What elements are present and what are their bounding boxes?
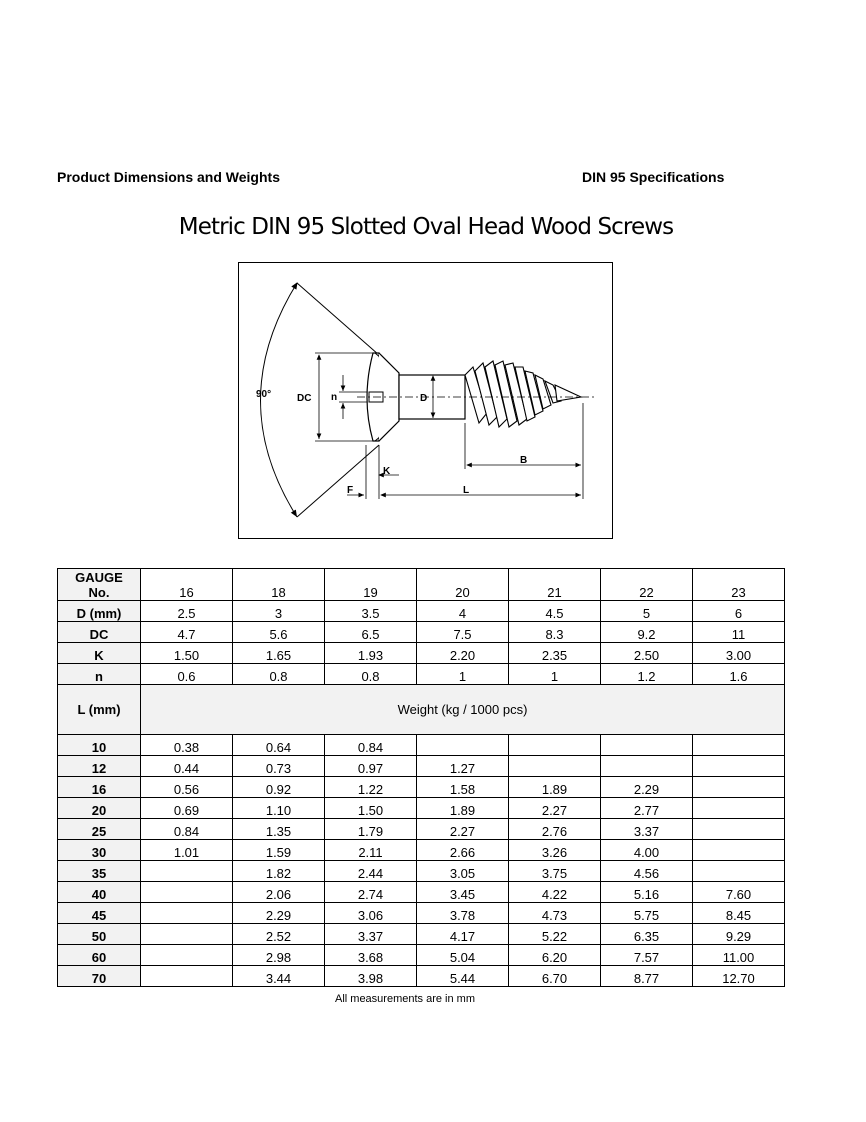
- spec-cell: 4: [417, 601, 509, 622]
- table-row-weight: [58, 903, 785, 924]
- weight-cell: 2.98: [233, 945, 325, 966]
- table-row-weight: [58, 882, 785, 903]
- weight-cell: 2.44: [325, 861, 417, 882]
- weight-cell: 0.56: [141, 777, 233, 798]
- spec-cell: 3: [233, 601, 325, 622]
- spec-row-label: K: [58, 643, 141, 664]
- weight-cell: [693, 735, 785, 756]
- table-row-weight: [58, 924, 785, 945]
- spec-table: [57, 568, 785, 987]
- weight-cell: 7.60: [693, 882, 785, 903]
- weight-cell: 2.66: [417, 840, 509, 861]
- spec-cell: 2.5: [141, 601, 233, 622]
- gauge-header: [58, 569, 141, 601]
- weight-cell: [141, 966, 233, 987]
- weight-cell: 0.97: [325, 756, 417, 777]
- weight-cell: [601, 756, 693, 777]
- weight-cell: 1.50: [325, 798, 417, 819]
- weight-cell: 5.04: [417, 945, 509, 966]
- weight-cell: 12.70: [693, 966, 785, 987]
- spec-cell: 2.20: [417, 643, 509, 664]
- weight-cell: 4.17: [417, 924, 509, 945]
- spec-cell: 4.7: [141, 622, 233, 643]
- spec-row-label: D (mm): [58, 601, 141, 622]
- weight-cell: [693, 819, 785, 840]
- weight-cell: 1.82: [233, 861, 325, 882]
- weight-cell: 5.75: [601, 903, 693, 924]
- spec-cell: 7.5: [417, 622, 509, 643]
- label-b: B: [520, 455, 528, 466]
- spec-cell: 1.93: [325, 643, 417, 664]
- weight-cell: 0.64: [233, 735, 325, 756]
- spec-cell: 6: [693, 601, 785, 622]
- weight-cell: 1.10: [233, 798, 325, 819]
- weight-cell: [141, 924, 233, 945]
- length-cell: 60: [58, 945, 141, 966]
- table-row-weight: [58, 861, 785, 882]
- spec-row-label: n: [58, 664, 141, 685]
- header-left: Product Dimensions and Weights: [57, 169, 280, 185]
- weight-cell: 8.77: [601, 966, 693, 987]
- weight-cell: 0.92: [233, 777, 325, 798]
- spec-cell: 2.35: [509, 643, 601, 664]
- length-cell: 10: [58, 735, 141, 756]
- gauge-cell: 19: [325, 569, 417, 601]
- table-row-weight: [58, 840, 785, 861]
- weight-cell: 1.01: [141, 840, 233, 861]
- weight-cell: 3.26: [509, 840, 601, 861]
- spec-cell: 2.50: [601, 643, 693, 664]
- screw-diagram: [238, 262, 613, 539]
- weight-cell: [693, 798, 785, 819]
- spec-cell: 4.5: [509, 601, 601, 622]
- weight-cell: 0.84: [325, 735, 417, 756]
- spec-cell: 1.6: [693, 664, 785, 685]
- weight-cell: 3.68: [325, 945, 417, 966]
- spec-cell: 1: [509, 664, 601, 685]
- weight-cell: 3.75: [509, 861, 601, 882]
- weight-cell: [509, 756, 601, 777]
- spec-cell: 6.5: [325, 622, 417, 643]
- spec-cell: 1.65: [233, 643, 325, 664]
- weight-cell: [141, 945, 233, 966]
- page-title: Metric DIN 95 Slotted Oval Head Wood Screws: [178, 214, 674, 240]
- table-row-weight: [58, 966, 785, 987]
- weight-cell: 2.11: [325, 840, 417, 861]
- table-row-spec: [58, 622, 785, 643]
- spec-cell: 1: [417, 664, 509, 685]
- weight-cell: 11.00: [693, 945, 785, 966]
- label-d: D: [420, 393, 428, 404]
- weight-cell: 1.35: [233, 819, 325, 840]
- weight-cell: 3.45: [417, 882, 509, 903]
- length-cell: 25: [58, 819, 141, 840]
- weight-cell: 1.59: [233, 840, 325, 861]
- spec-cell: 0.6: [141, 664, 233, 685]
- gauge-cell: 18: [233, 569, 325, 601]
- spec-cell: 3.5: [325, 601, 417, 622]
- weight-cell: 2.27: [417, 819, 509, 840]
- gauge-header-line2: No.: [88, 585, 110, 600]
- label-k: K: [383, 466, 391, 477]
- spec-cell: 5.6: [233, 622, 325, 643]
- weight-cell: 1.58: [417, 777, 509, 798]
- weight-cell: 5.22: [509, 924, 601, 945]
- weight-cell: 1.27: [417, 756, 509, 777]
- weight-cell: 0.84: [141, 819, 233, 840]
- weight-cell: 3.37: [601, 819, 693, 840]
- length-cell: 16: [58, 777, 141, 798]
- weight-cell: 7.57: [601, 945, 693, 966]
- weight-cell: 6.70: [509, 966, 601, 987]
- weight-cell: 3.98: [325, 966, 417, 987]
- weight-cell: 4.56: [601, 861, 693, 882]
- gauge-cell: 16: [141, 569, 233, 601]
- table-row-weight: [58, 798, 785, 819]
- weight-cell: 2.52: [233, 924, 325, 945]
- weight-cell: 3.78: [417, 903, 509, 924]
- table-row-weight: [58, 735, 785, 756]
- gauge-cell: 23: [693, 569, 785, 601]
- weight-cell: [601, 735, 693, 756]
- weight-cell: 1.89: [417, 798, 509, 819]
- table-row-weight-header: [58, 685, 785, 735]
- length-cell: 20: [58, 798, 141, 819]
- spec-row-label: DC: [58, 622, 141, 643]
- table-row-weight: [58, 756, 785, 777]
- length-cell: 45: [58, 903, 141, 924]
- table-row-spec: [58, 643, 785, 664]
- footnote: All measurements are in mm: [335, 993, 475, 1005]
- spec-cell: 11: [693, 622, 785, 643]
- weight-cell: 5.44: [417, 966, 509, 987]
- header-right: DIN 95 Specifications: [582, 169, 725, 185]
- angle-arc: [261, 283, 298, 517]
- spec-cell: 9.2: [601, 622, 693, 643]
- weight-cell: 2.76: [509, 819, 601, 840]
- spec-cell: 1.2: [601, 664, 693, 685]
- weight-cell: 0.38: [141, 735, 233, 756]
- weight-cell: 2.27: [509, 798, 601, 819]
- length-cell: 40: [58, 882, 141, 903]
- weight-cell: 0.44: [141, 756, 233, 777]
- weight-cell: 8.45: [693, 903, 785, 924]
- gauge-header-line1: GAUGE: [75, 570, 123, 585]
- weight-cell: [693, 861, 785, 882]
- label-angle: 90°: [256, 389, 272, 400]
- label-dc: DC: [297, 393, 312, 404]
- length-cell: 30: [58, 840, 141, 861]
- weight-cell: 6.35: [601, 924, 693, 945]
- length-cell: 12: [58, 756, 141, 777]
- length-cell: 50: [58, 924, 141, 945]
- weight-cell: 3.05: [417, 861, 509, 882]
- weight-cell: [141, 882, 233, 903]
- weight-cell: 0.73: [233, 756, 325, 777]
- weight-cell: 1.79: [325, 819, 417, 840]
- weight-cell: 2.29: [233, 903, 325, 924]
- spec-cell: 0.8: [233, 664, 325, 685]
- weight-cell: 4.00: [601, 840, 693, 861]
- gauge-cell: 22: [601, 569, 693, 601]
- weight-cell: 6.20: [509, 945, 601, 966]
- weight-cell: 4.22: [509, 882, 601, 903]
- weight-cell: 2.77: [601, 798, 693, 819]
- spec-cell: 0.8: [325, 664, 417, 685]
- weight-cell: [417, 735, 509, 756]
- screw-threads: [465, 361, 581, 427]
- weight-cell: 1.89: [509, 777, 601, 798]
- length-header: L (mm): [58, 685, 141, 735]
- table-row-gauge: [58, 569, 785, 601]
- gauge-cell: 21: [509, 569, 601, 601]
- weight-cell: 9.29: [693, 924, 785, 945]
- weight-cell: 0.69: [141, 798, 233, 819]
- weight-cell: 5.16: [601, 882, 693, 903]
- spec-cell: 5: [601, 601, 693, 622]
- weight-cell: 3.44: [233, 966, 325, 987]
- table-row-spec: [58, 664, 785, 685]
- weight-cell: 2.29: [601, 777, 693, 798]
- weight-cell: [141, 861, 233, 882]
- weight-cell: [509, 735, 601, 756]
- label-n: n: [331, 392, 338, 403]
- gauge-cell: 20: [417, 569, 509, 601]
- screw-drawing: [239, 263, 612, 538]
- weight-header: Weight (kg / 1000 pcs): [141, 685, 785, 735]
- table-row-weight: [58, 945, 785, 966]
- length-cell: 70: [58, 966, 141, 987]
- weight-cell: 4.73: [509, 903, 601, 924]
- table-row-weight: [58, 777, 785, 798]
- table-row-spec: [58, 601, 785, 622]
- label-l: L: [463, 485, 470, 496]
- weight-cell: [141, 903, 233, 924]
- weight-cell: [693, 840, 785, 861]
- spec-cell: 3.00: [693, 643, 785, 664]
- table-row-weight: [58, 819, 785, 840]
- spec-cell: 1.50: [141, 643, 233, 664]
- weight-cell: 2.74: [325, 882, 417, 903]
- weight-cell: [693, 777, 785, 798]
- weight-cell: [693, 756, 785, 777]
- length-cell: 35: [58, 861, 141, 882]
- spec-cell: 8.3: [509, 622, 601, 643]
- weight-cell: 1.22: [325, 777, 417, 798]
- label-f: F: [347, 485, 354, 496]
- weight-cell: 3.37: [325, 924, 417, 945]
- weight-cell: 2.06: [233, 882, 325, 903]
- weight-cell: 3.06: [325, 903, 417, 924]
